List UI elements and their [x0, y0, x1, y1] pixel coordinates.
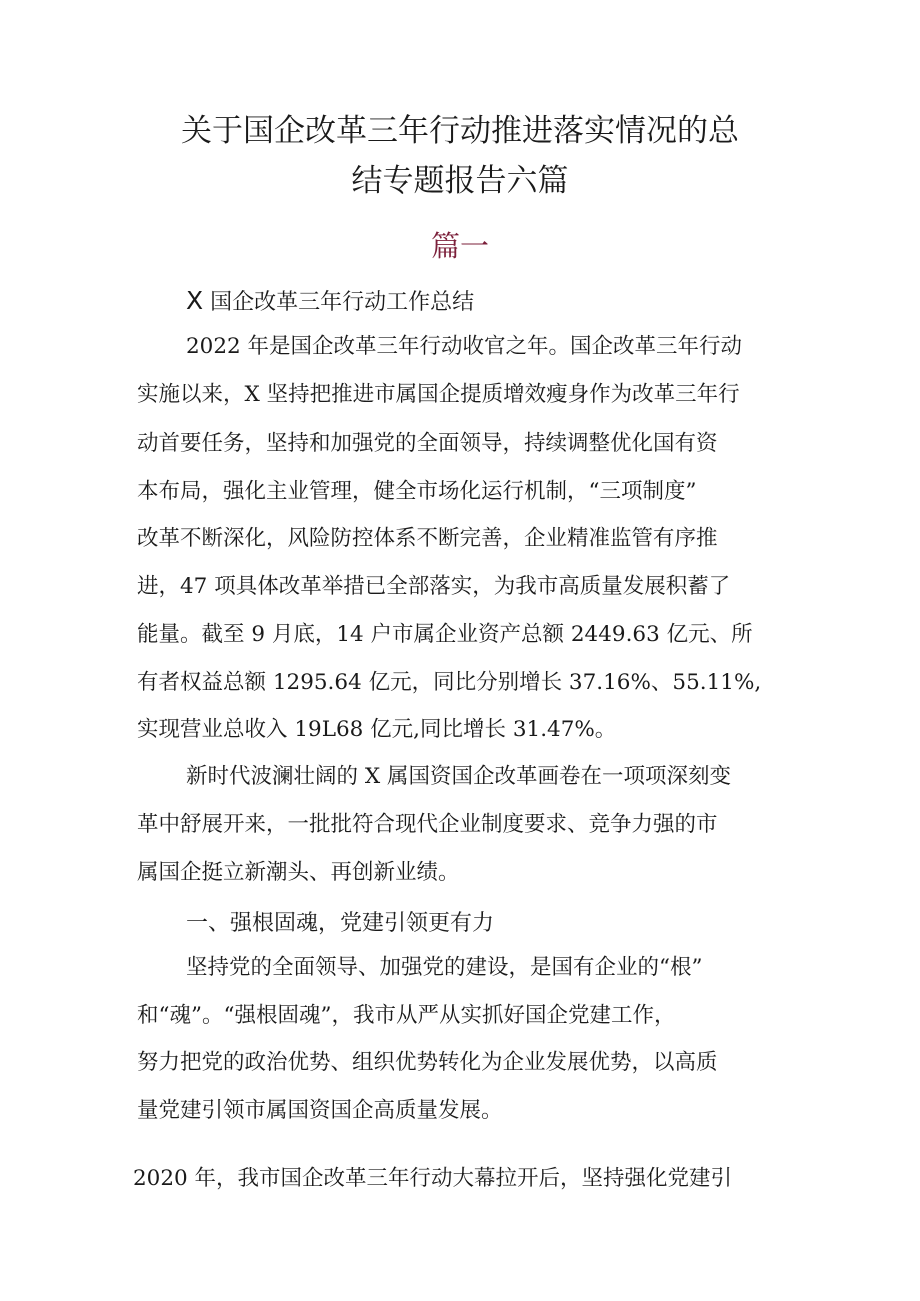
paragraph-1-line: 2022 年是国企改革三年行动收官之年。国企改革三年行动 — [186, 334, 743, 359]
paragraph-1-line: 有者权益总额 1295.64 亿元，同比分别增长 37.16%、55.11%, — [137, 670, 762, 695]
paragraph-2-line: 革中舒展开来，一批批符合现代企业制度要求、竞争力强的市 — [137, 812, 718, 837]
paragraph-3-line: 量党建引领市属国资国企高质量发展。 — [137, 1098, 503, 1123]
subtitle-text: 国企改革三年行动工作总结 — [210, 290, 475, 315]
paragraph-1-line: 动首要任务，坚持和加强党的全面领导，持续调整优化国有资 — [137, 431, 718, 456]
paragraph-3-line: 和“魂”。“强根固魂”，我市从严从实抓好国企党建工作， — [137, 1003, 676, 1028]
paragraph-2-line: 新时代波澜壮阔的 X 属国资国企改革画卷在一项项深刻变 — [186, 764, 731, 789]
subtitle-x: X — [186, 286, 204, 315]
report-subtitle — [186, 285, 474, 316]
section-label: 篇一 — [430, 229, 489, 263]
document-title-line-1: 关于国企改革三年行动推进落实情况的总 — [181, 113, 739, 149]
paragraph-2-line: 属国企挺立新潮头、再创新业绩。 — [137, 860, 460, 885]
paragraph-1-line: 实现营业总收入 19L68 亿元,同比增长 31.47%。 — [137, 717, 617, 742]
paragraph-1-line: 改革不断深化，风险防控体系不断完善，企业精准监管有序推 — [137, 526, 718, 551]
paragraph-1-line: 进，47 项具体改革举措已全部落实，为我市高质量发展积蓄了 — [137, 574, 731, 599]
paragraph-4-line: 2020 年，我市国企改革三年行动大幕拉开后，坚持强化党建引 — [133, 1166, 733, 1191]
section-heading-1: 一、强根固魂，党建引领更有力 — [186, 911, 495, 936]
paragraph-1-line: 能量。截至 9 月底，14 户市属企业资产总额 2449.63 亿元、所 — [137, 622, 753, 647]
paragraph-1-line: 实施以来，X 坚持把推进市属国企提质增效瘦身作为改革三年行 — [137, 382, 740, 407]
document-title-line-2: 结专题报告六篇 — [351, 163, 569, 199]
paragraph-1-line: 本布局，强化主业管理，健全市场化运行机制，“三项制度” — [137, 479, 697, 504]
paragraph-3-line: 努力把党的政治优势、组织优势转化为企业发展优势，以高质 — [137, 1050, 718, 1075]
paragraph-3-line: 坚持党的全面领导、加强党的建设，是国有企业的“根” — [186, 955, 703, 980]
